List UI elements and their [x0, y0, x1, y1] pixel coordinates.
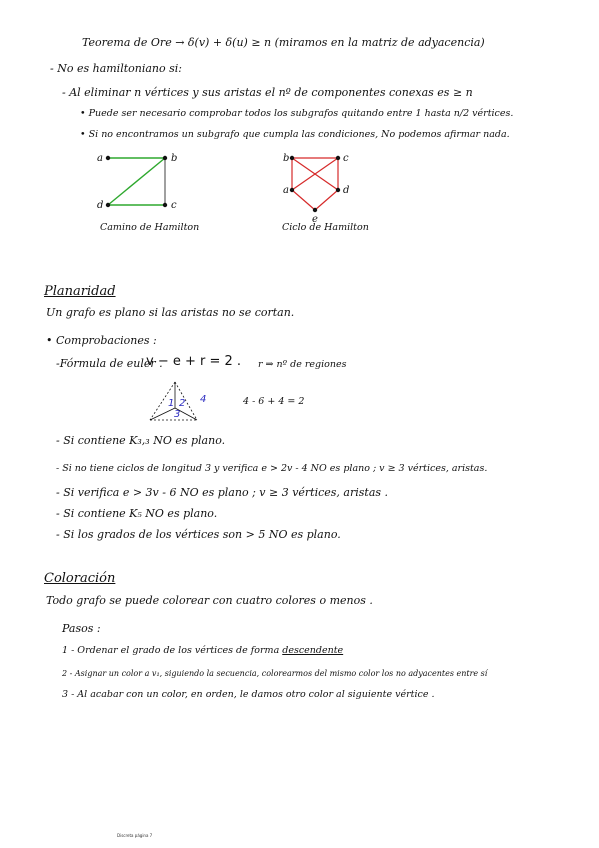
- cycle-label-e: e: [312, 214, 318, 225]
- not-hamiltonian-header: - No es hamiltoniano si:: [50, 62, 182, 75]
- euler-formula-label: -Fórmula de euler .: [56, 357, 163, 370]
- path-label-d: d: [97, 200, 104, 211]
- hamilton-bullet-1: • Puede ser necesario comprobar todos los subgrafos quitando entre 1 hasta n/2 vértices.: [80, 108, 514, 119]
- euler-formula: v − e + r = 2 .: [146, 354, 242, 369]
- hamilton-path-caption: Camino de Hamilton: [100, 222, 200, 233]
- cycle-vertex-d: [336, 188, 340, 192]
- path-label-b: b: [171, 153, 178, 164]
- cycle-vertex-b: [290, 156, 294, 160]
- path-label-c: c: [171, 200, 177, 211]
- cycle-label-c: c: [343, 153, 349, 164]
- page-footer: Discreta página 7: [117, 833, 153, 838]
- hamilton-bullet-2: • Si no encontramos un subgrafo que cumpla las condiciones, No podemos afirmar nada.: [80, 129, 510, 140]
- cycle-vertex-a: [290, 188, 294, 192]
- path-vertex-c: [163, 203, 167, 207]
- region-label-3: 3: [174, 409, 181, 420]
- coloracion-step-3: 3 - Al acabar con un color, en orden, le damos otro color al siguiente vértice .: [62, 689, 435, 700]
- planar-rule-3v6: - Si verifica e > 3v - 6 NO es plano ; v ≥ 3 vértices, aristas .: [56, 486, 389, 499]
- region-label-1: 1: [168, 398, 175, 409]
- coloracion-step-2: 2 - Asignar un color a v₁, siguiendo la secuencia, colorearmos del mismo color los no adyacentes entre sí: [62, 669, 488, 678]
- path-vertex-a: [106, 156, 110, 160]
- cycle-label-b: b: [283, 153, 290, 164]
- k4-edge-left-center: [150, 408, 175, 420]
- euler-example-calc: 4 - 6 + 4 = 2: [243, 396, 305, 407]
- planar-rule-k33: - Si contiene K₃,₃ NO es plano.: [56, 434, 226, 447]
- coloracion-intro: Todo grafo se puede colorear con cuatro colores o menos .: [46, 594, 373, 607]
- region-label-4: 4: [200, 394, 207, 405]
- pasos-label: Pasos :: [62, 622, 101, 635]
- step-1-text: 1 - Ordenar el grado de los vértices de forma: [62, 645, 283, 656]
- coloracion-step-1: [62, 644, 343, 657]
- cycle-edge-ae: [292, 190, 315, 210]
- hamilton-rule: - Al eliminar n vértices y sus aristas el nº de componentes conexas es ≥ n: [62, 86, 473, 99]
- step-1-emphasis: descendente: [282, 645, 344, 656]
- cycle-vertex-c: [336, 156, 340, 160]
- planar-rule-k5: - Si contiene K₅ NO es plano.: [56, 507, 218, 520]
- region-label-2: 2: [179, 398, 186, 409]
- path-label-a: a: [97, 153, 103, 164]
- planaridad-definition: Un grafo es plano si las aristas no se cortan.: [46, 306, 295, 319]
- coloracion-heading: Coloración: [44, 571, 116, 586]
- planaridad-heading: Planaridad: [44, 284, 116, 299]
- path-vertex-d: [106, 203, 110, 207]
- comprobaciones-label: • Comprobaciones :: [46, 334, 157, 347]
- path-edge-bd: [108, 158, 165, 205]
- hamilton-path-graph: [97, 153, 177, 211]
- euler-regions-note: r ⇒ nº de regiones: [258, 359, 347, 370]
- planar-example-graph: [150, 382, 206, 420]
- cycle-edge-de: [315, 190, 338, 210]
- cycle-label-a: a: [283, 185, 289, 196]
- planar-rule-no-triangles: - Si no tiene ciclos de longitud 3 y verifica e > 2v - 4 NO es plano ; v ≥ 3 vértices, aristas.: [56, 463, 488, 474]
- path-vertex-b: [163, 156, 167, 160]
- ore-theorem-line: Teorema de Ore → δ(v) + δ(u) ≥ n (miramos en la matriz de adyacencia): [82, 36, 485, 49]
- hamilton-cycle-caption: Ciclo de Hamilton: [282, 222, 369, 233]
- cycle-label-d: d: [343, 185, 350, 196]
- cycle-vertex-e: [313, 208, 317, 212]
- hamilton-cycle-graph: [283, 153, 349, 225]
- planar-rule-degrees: - Si los grados de los vértices son > 5 NO es plano.: [56, 528, 341, 541]
